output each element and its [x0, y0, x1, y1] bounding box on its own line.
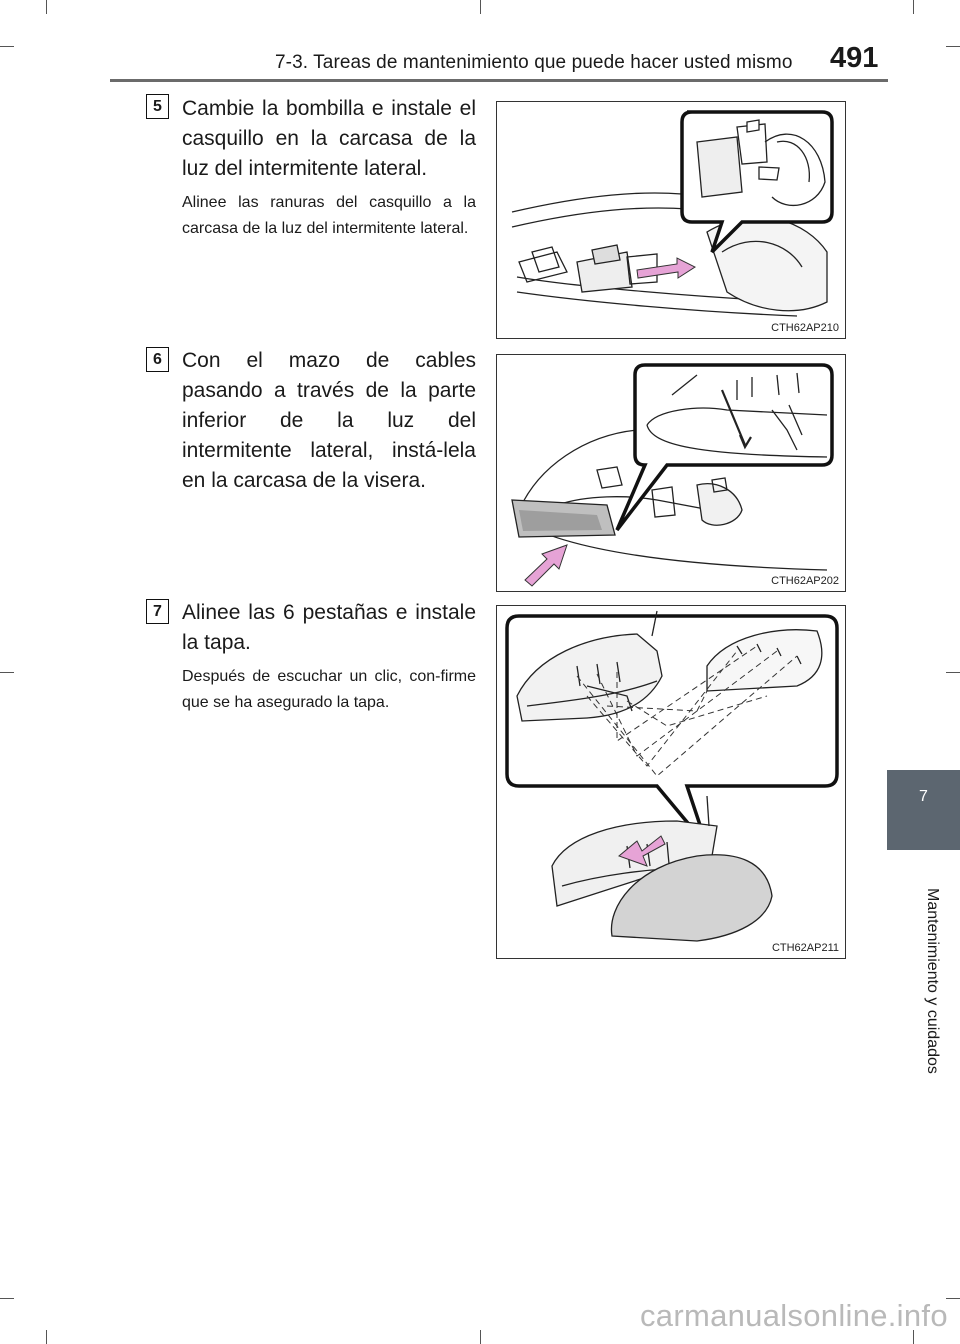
chapter-number: 7: [919, 788, 928, 805]
crop-mark: [913, 0, 914, 14]
step-number-badge: 5: [146, 94, 169, 119]
figure-turn-signal-install: [496, 354, 846, 592]
mirror-cover-illustration: [497, 606, 845, 958]
chapter-title: Mantenimiento y cuidados: [924, 888, 941, 1074]
crop-mark: [946, 672, 960, 673]
crop-mark: [946, 1298, 960, 1299]
step-instruction: Cambie la bombilla e instale el casquillo en la carcasa de la luz del intermitente lateral.: [182, 97, 476, 180]
page-number: 491: [830, 42, 879, 74]
figure-code: CTH62AP202: [771, 575, 839, 587]
crop-mark: [46, 0, 47, 14]
figure-bulb-socket: [496, 101, 846, 339]
step-instruction: Alinee las 6 pestañas e instale la tapa.: [182, 601, 476, 654]
step-number-badge: 7: [146, 599, 169, 624]
step-number-badge: 6: [146, 347, 169, 372]
crop-mark: [0, 672, 14, 673]
bulb-socket-illustration: [497, 102, 845, 338]
crop-mark: [480, 1330, 481, 1344]
figure-code: CTH62AP211: [771, 942, 839, 954]
chapter-tab: [887, 770, 960, 850]
crop-mark: [46, 1330, 47, 1344]
figure-mirror-cover: [496, 605, 846, 959]
step-note: Después de escuchar un clic, con-firme que se ha asegurado la tapa.: [182, 668, 476, 711]
crop-mark: [0, 46, 14, 47]
crop-mark: [0, 1298, 14, 1299]
step-note: Alinee las ranuras del casquillo a la carcasa de la luz del intermitente lateral.: [182, 194, 476, 237]
step-instruction: Con el mazo de cables pasando a través de la parte inferior de la luz del intermitente lateral, instá-lela en la carcasa de la visera.: [182, 349, 476, 492]
page-header-title: 7-3. Tareas de mantenimiento que puede hacer usted mismo: [275, 52, 793, 73]
header-divider: [110, 79, 888, 82]
figure-code: CTH62AP210: [771, 322, 839, 334]
crop-mark: [946, 46, 960, 47]
site-watermark: carmanualsonline.info: [640, 1298, 948, 1333]
crop-mark: [480, 0, 481, 14]
turn-signal-illustration: [497, 355, 845, 591]
